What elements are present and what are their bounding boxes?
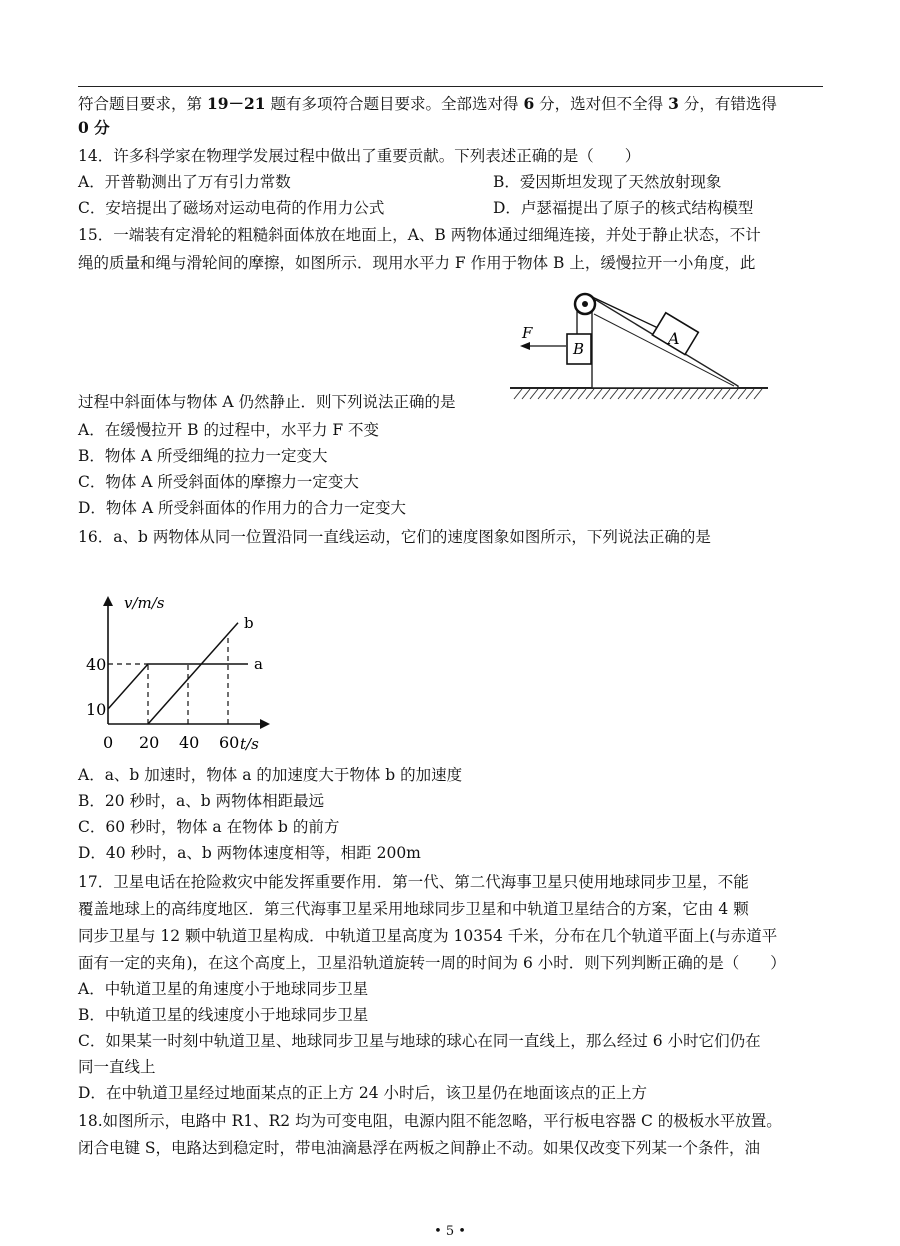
x-tick-0: 0 xyxy=(103,733,114,752)
label-f: F xyxy=(522,324,533,342)
q16-option-d: D．40 秒时，a、b 两物体速度相等，相距 200m xyxy=(78,844,421,862)
label-b: B xyxy=(573,340,585,358)
force-arrow-head xyxy=(520,342,530,350)
series-group xyxy=(108,614,263,724)
q18-line-1: 18.如图所示，电路中 R1、R2 均为可变电阻，电源内阻不能忽略，平行板电容器 C 的极板水平放置。 xyxy=(78,1112,782,1130)
q16-option-c: C．60 秒时，物体 a 在物体 b 的前方 xyxy=(78,818,340,836)
q14-option-a: A．开普勒测出了万有引力常数 xyxy=(78,173,291,191)
x-axis-label: t/s xyxy=(240,735,259,753)
q17-line-1: 17．卫星电话在抢险救灾中能发挥重要作用．第一代、第二代海事卫星只使用地球同步卫星，不能 xyxy=(78,873,749,891)
page-number: • 5 • xyxy=(434,1224,466,1239)
q16-option-a: A．a、b 加速时，物体 a 的加速度大于物体 b 的加速度 xyxy=(78,766,463,784)
y-axis-arrow xyxy=(103,596,113,606)
q14-option-b: B．爱因斯坦发现了天然放射现象 xyxy=(493,173,722,191)
q17-option-c-2: 同一直线上 xyxy=(78,1058,156,1076)
q17-option-d: D．在中轨道卫星经过地面某点的正上方 24 小时后，该卫星仍在地面该点的正上方 xyxy=(78,1084,648,1102)
series-line-b xyxy=(148,623,238,724)
q17-line-4: 面有一定的夹角)，在这个高度上，卫星沿轨道旋转一周的时间为 6 小时．则下列判断正确的是（ ） xyxy=(78,954,786,972)
q17-line-2: 覆盖地球上的高纬度地区．第三代海事卫星采用地球同步卫星和中轨道卫星结合的方案，它由 4 颗 xyxy=(78,900,749,918)
q14-stem: 14．许多科学家在物理学发展过程中做出了重要贡献。下列表述正确的是（ ） xyxy=(78,147,641,165)
tick-labels xyxy=(86,655,239,752)
series-label-a: a xyxy=(254,655,263,673)
q15-option-d: D．物体 A 所受斜面体的作用力的合力一定变大 xyxy=(78,499,406,517)
q18-line-2: 闭合电键 S，电路达到稳定时，带电油滴悬浮在两板之间静止不动。如果仅改变下列某一个条件，油 xyxy=(78,1139,761,1157)
guide-lines xyxy=(108,634,228,724)
q15-stem-3: 过程中斜面体与物体 A 仍然静止．则下列说法正确的是 xyxy=(78,393,456,411)
q15-option-b: B．物体 A 所受细绳的拉力一定变大 xyxy=(78,447,328,465)
q17-option-c-1: C．如果某一时刻中轨道卫星、地球同步卫星与地球的球心在同一直线上，那么经过 6 小时它们仍在 xyxy=(78,1032,761,1050)
x-tick-40: 40 xyxy=(179,733,200,752)
instruction-line-1: 符合题目要求，第 19－21 题有多项符合题目要求。全部选对得 6 分，选对但不全得 3 分，有错选得 xyxy=(78,94,777,113)
x-tick-60: 60 xyxy=(219,733,240,752)
y-tick-40: 40 xyxy=(86,655,107,674)
instruction-line-2: 0 分 xyxy=(78,118,110,137)
series-label-b: b xyxy=(244,613,254,632)
q16-vt-chart xyxy=(84,556,280,756)
series-line-a xyxy=(108,664,248,709)
q15-stem-2: 绳的质量和绳与滑轮间的摩擦，如图所示．现用水平力 F 作用于物体 B 上，缓慢拉开一小角度，此 xyxy=(78,254,756,272)
q17-option-a: A．中轨道卫星的角速度小于地球同步卫星 xyxy=(78,980,369,998)
ground-hatching xyxy=(514,389,762,399)
q15-stem-1: 15．一端装有定滑轮的粗糙斜面体放在地面上，A、B 两物体通过细绳连接，并处于静止状态，不计 xyxy=(78,226,761,244)
q15-option-c: C．物体 A 所受斜面体的摩擦力一定变大 xyxy=(78,473,359,491)
q14-option-d: D．卢瑟福提出了原子的核式结构模型 xyxy=(493,199,754,217)
q15-option-a: A．在缓慢拉开 B 的过程中，水平力 F 不变 xyxy=(78,421,380,439)
q17-option-b: B．中轨道卫星的线速度小于地球同步卫星 xyxy=(78,1006,369,1024)
q16-stem: 16．a、b 两物体从同一位置沿同一直线运动，它们的速度图象如图所示，下列说法正确的是 xyxy=(78,528,711,546)
y-axis-label: v/m/s xyxy=(124,594,165,612)
top-rule xyxy=(78,86,823,87)
q14-option-c: C．安培提出了磁场对运动电荷的作用力公式 xyxy=(78,199,385,217)
q15-incline-figure xyxy=(508,282,770,410)
q17-line-3: 同步卫星与 12 颗中轨道卫星构成．中轨道卫星高度为 10354 千米，分布在几个轨道平面上(与赤道平 xyxy=(78,927,778,945)
label-a: A xyxy=(668,329,680,348)
x-axis-arrow xyxy=(260,719,270,729)
x-tick-20: 20 xyxy=(139,733,160,752)
q16-option-b: B．20 秒时，a、b 两物体相距最远 xyxy=(78,792,325,810)
y-tick-10: 10 xyxy=(86,700,107,719)
